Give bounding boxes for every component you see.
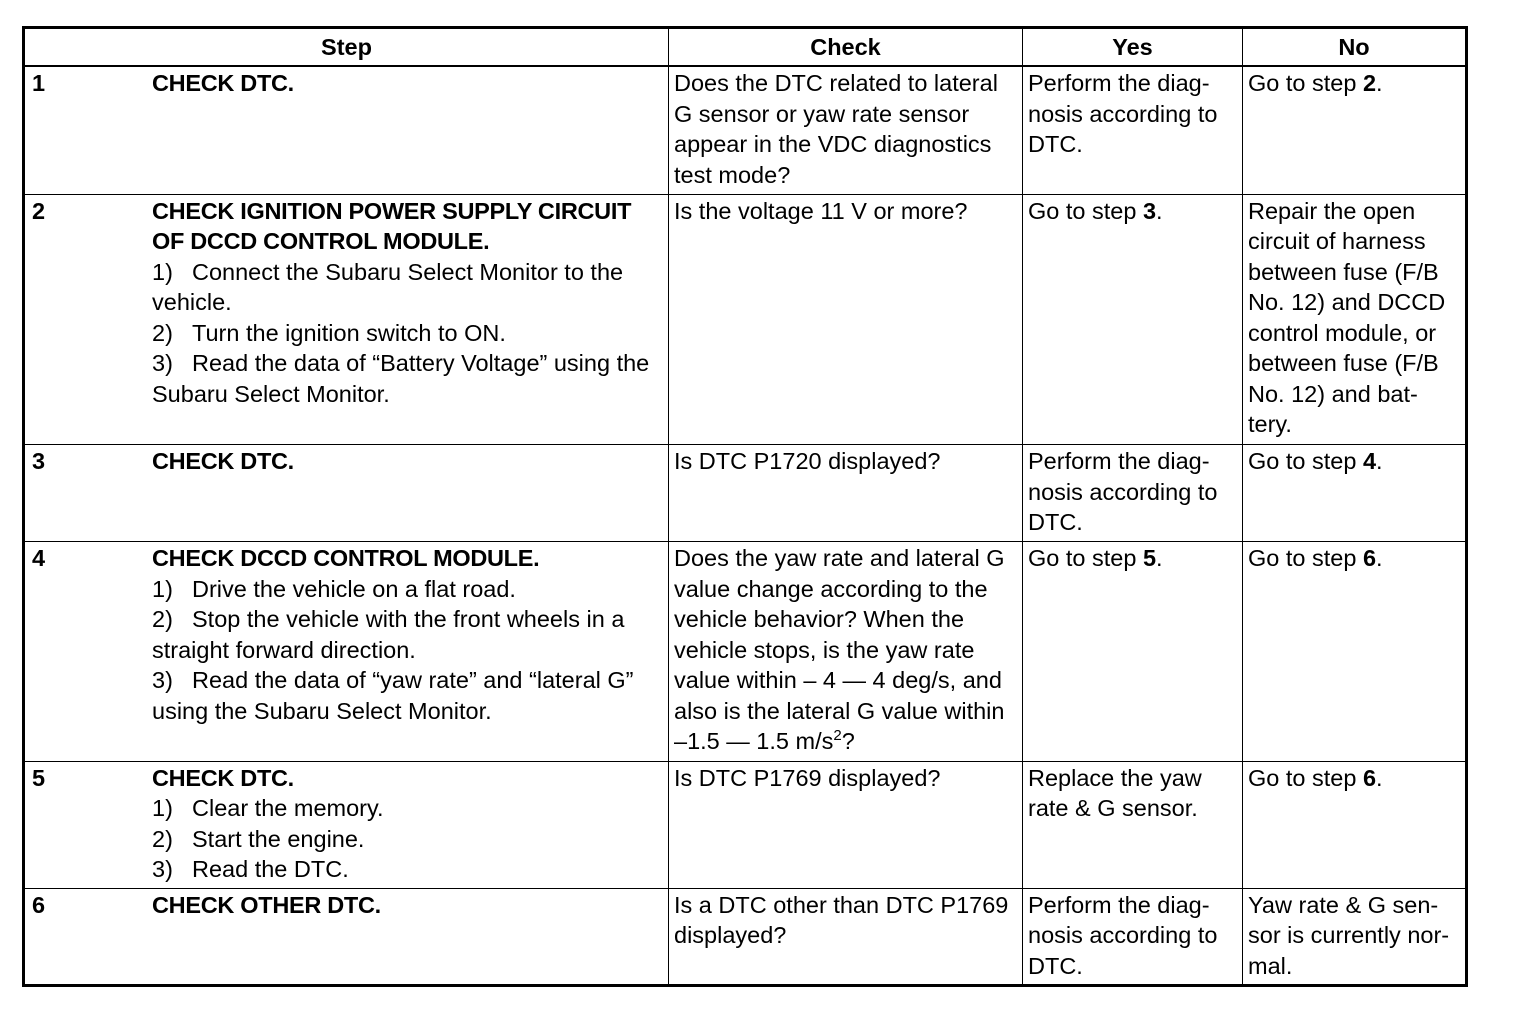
- substep: [152, 574, 664, 605]
- check-superscript: 2: [833, 727, 842, 745]
- yes-cell: Perform the diag-nosis according to DTC.: [1023, 66, 1243, 194]
- diagnostic-table: [22, 26, 1468, 987]
- goto-step-number: 4: [1362, 448, 1377, 475]
- header-check: Check: [669, 28, 1023, 67]
- step-number: 6: [32, 891, 46, 918]
- step-number: 3: [32, 448, 46, 475]
- substep-text: Start the engine.: [192, 825, 365, 852]
- substep-number: 1): [152, 258, 173, 285]
- step-title: CHECK IGNITION POWER SUPPLY CIRCUIT OF DCCD CONTROL MODULE.: [152, 197, 632, 255]
- substep-text: Read the data of “yaw rate” and “lateral G” using the Subaru Select Monitor.: [152, 667, 634, 724]
- substep-text: Stop the vehicle with the front wheels in a straight forward direction.: [152, 606, 625, 663]
- goto-text: Go to step: [1248, 764, 1363, 791]
- substep: [152, 665, 664, 726]
- table-row: [24, 761, 1467, 888]
- substep: [152, 318, 664, 349]
- goto-text: Go to step: [1248, 70, 1363, 96]
- check-cell: Does the DTC related to lateral G sensor or yaw rate sensor appear in the VDC diagnostics test mode?: [669, 66, 1023, 194]
- no-cell: [1243, 542, 1467, 761]
- yes-cell: [1023, 542, 1243, 761]
- substep: [152, 257, 664, 318]
- table-row: [24, 445, 1467, 542]
- goto-step-number: 6: [1362, 764, 1377, 791]
- substep-text: Turn the ignition switch to ON.: [192, 319, 506, 346]
- yes-cell: Perform the diag-nosis according to DTC.: [1023, 445, 1243, 542]
- goto-suffix: .: [1376, 545, 1383, 572]
- no-cell: [1243, 761, 1467, 888]
- substep-number: 3): [152, 856, 173, 883]
- substep-text: Read the data of “Battery Voltage” using the Subaru Select Monitor.: [152, 350, 650, 407]
- goto-step-number: 3: [1142, 197, 1157, 224]
- substep: [152, 604, 664, 665]
- step-title: CHECK DTC.: [152, 448, 294, 475]
- check-cell: Is DTC P1769 displayed?: [669, 761, 1023, 888]
- goto-text: Go to step: [1028, 545, 1143, 572]
- step-number: 4: [32, 545, 46, 572]
- substep-text: Connect the Subaru Select Monitor to the vehicle.: [152, 258, 624, 316]
- no-cell: [1243, 445, 1467, 542]
- goto-step-number: 5: [1142, 545, 1157, 572]
- substep-text: Read the DTC.: [192, 856, 349, 883]
- goto-suffix: .: [1376, 764, 1383, 791]
- goto-suffix: .: [1156, 197, 1163, 224]
- header-yes: Yes: [1023, 28, 1243, 67]
- no-cell: [1243, 66, 1467, 194]
- table-row: [24, 542, 1467, 761]
- no-cell: Repair the open circuit of harness between fuse (F/B No. 12) and DCCD control module, or between fuse (F/B No. 12) and bat-tery.: [1243, 194, 1467, 444]
- step-cell: [24, 888, 669, 985]
- goto-suffix: .: [1156, 545, 1163, 572]
- header-row: [24, 28, 1467, 67]
- substep-number: 3): [152, 350, 173, 377]
- step-number: 2: [32, 197, 46, 224]
- table-row: [24, 888, 1467, 985]
- step-number: 5: [32, 764, 46, 791]
- step-cell: [24, 194, 669, 444]
- check-cell: [669, 542, 1023, 761]
- step-number: 1: [32, 70, 46, 96]
- check-text: Does the yaw rate and lateral G value change according to the vehicle behavior? When the vehicle stops, is the yaw rate value within – 4 — 4 deg/s, and also is the lateral G value within –1.5 — 1.5 m/s: [674, 545, 1005, 755]
- goto-text: Go to step: [1248, 448, 1363, 475]
- substep: [152, 793, 664, 824]
- step-title: CHECK DTC.: [152, 70, 294, 96]
- goto-text: Go to step: [1248, 545, 1363, 572]
- substep-number: 2): [152, 606, 173, 633]
- no-cell: Yaw rate & G sen-sor is currently nor-mal.: [1243, 888, 1467, 985]
- yes-cell: Replace the yaw rate & G sensor.: [1023, 761, 1243, 888]
- yes-cell: Perform the diag-nosis according to DTC.: [1023, 888, 1243, 985]
- substep: [152, 854, 664, 885]
- table-row: [24, 194, 1467, 444]
- step-cell: [24, 66, 669, 194]
- table-row: [24, 66, 1467, 194]
- substep-text: Clear the memory.: [192, 795, 384, 822]
- step-cell: [24, 445, 669, 542]
- check-end: ?: [841, 728, 855, 755]
- substep: [152, 348, 664, 409]
- substep-number: 1): [152, 795, 173, 822]
- yes-cell: [1023, 194, 1243, 444]
- step-cell: [24, 542, 669, 761]
- goto-step-number: 2: [1362, 70, 1377, 96]
- goto-text: Go to step: [1028, 197, 1143, 224]
- header-no: No: [1243, 28, 1467, 67]
- substep-number: 2): [152, 319, 173, 346]
- goto-suffix: .: [1376, 70, 1383, 96]
- check-cell: Is the voltage 11 V or more?: [669, 194, 1023, 444]
- step-title: CHECK OTHER DTC.: [152, 891, 381, 918]
- goto-suffix: .: [1376, 448, 1383, 475]
- check-cell: Is DTC P1720 displayed?: [669, 445, 1023, 542]
- substep: [152, 824, 664, 855]
- step-title: CHECK DCCD CONTROL MODULE.: [152, 545, 540, 572]
- goto-step-number: 6: [1362, 545, 1377, 572]
- substep-text: Drive the vehicle on a flat road.: [192, 575, 516, 602]
- header-step: Step: [24, 28, 669, 67]
- step-cell: [24, 761, 669, 888]
- substep-number: 1): [152, 575, 173, 602]
- substep-number: 2): [152, 825, 173, 852]
- step-title: CHECK DTC.: [152, 764, 294, 791]
- substep-number: 3): [152, 667, 173, 694]
- check-cell: Is a DTC other than DTC P1769 displayed?: [669, 888, 1023, 985]
